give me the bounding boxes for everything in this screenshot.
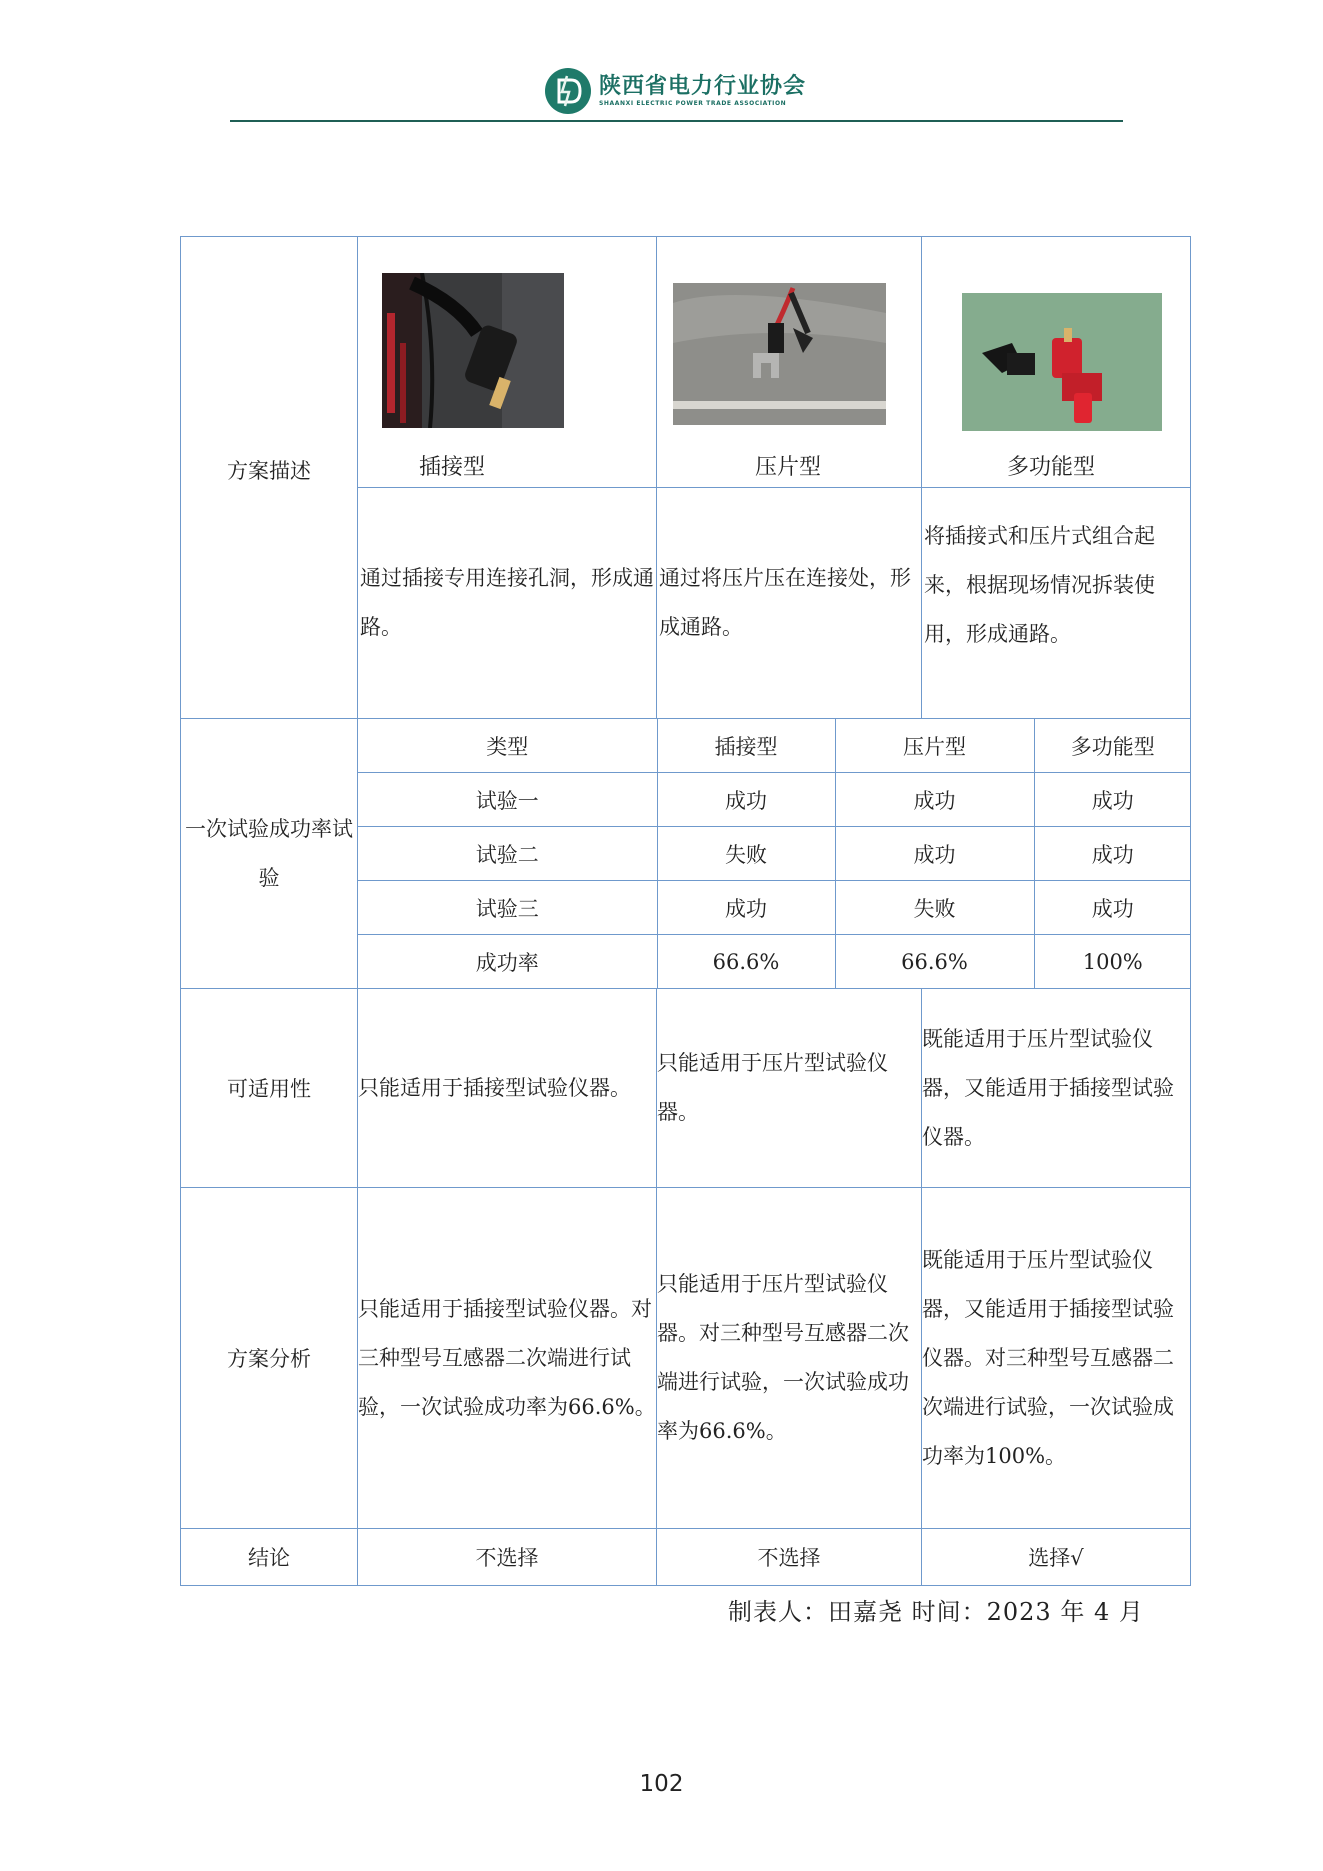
table-cell: 成功 [835,773,1034,827]
table-cell: 失败 [835,881,1034,935]
scheme-desc-multi: 将插接式和压片式组合起来，根据现场情况拆装使用，形成通路。 [924,524,1155,646]
conclusion-label: 结论 [181,1529,358,1586]
association-logo [545,68,806,114]
scheme-desc-label: 方案描述 [181,237,358,719]
table-row [358,773,1191,827]
conclusion-plug: 不选择 [358,1529,657,1586]
scheme-name-multi: 多功能型 [1006,455,1095,480]
org-name-cn: 陕西省电力行业协会 [599,73,807,99]
multifunction-terminal-photo [962,293,1162,431]
page-number: 102 [639,1771,684,1797]
conclusion-row [181,1529,1191,1586]
header-cell: 类型 [358,719,657,773]
scheme-photo-cell [657,237,922,488]
scheme-photo-cell [922,237,1191,488]
success-rate-label: 一次试验成功率试验 [181,719,358,989]
table-cell: 试验一 [358,773,657,827]
table-cell: 成功 [1034,773,1191,827]
conclusion-clamp: 不选择 [657,1529,922,1586]
table-row [358,827,1191,881]
logo-emblem-icon [545,68,591,114]
applicability-label: 可适用性 [181,989,358,1188]
applicability-row [181,989,1191,1188]
page-header [0,0,1323,125]
table-cell: 66.6% [657,935,835,989]
analysis-row [181,1188,1191,1529]
applicability-plug: 只能适用于插接型试验仪器。 [358,989,657,1188]
conclusion-multi: 选择√ [922,1529,1191,1586]
success-rate-header [358,719,1191,773]
table-cell: 成功 [657,881,835,935]
scheme-photo-cell [358,237,657,488]
applicability-clamp: 只能适用于压片型试验仪器。 [657,989,922,1188]
header-cell: 多功能型 [1034,719,1191,773]
scheme-name-plug: 插接型 [418,455,485,480]
table-cell: 成功率 [358,935,657,989]
scheme-comparison-table [180,236,1191,1586]
table-cell: 66.6% [835,935,1034,989]
success-rate-row [181,719,1191,989]
header-divider [230,120,1123,122]
clamp-lug-photo [673,283,886,425]
header-cell: 插接型 [657,719,835,773]
table-cell: 成功 [1034,881,1191,935]
scheme-photo-row [181,237,1191,488]
table-cell: 失败 [657,827,835,881]
analysis-clamp: 只能适用于压片型试验仪器。对三种型号互感器二次端进行试验，一次试验成功率为66.6%。 [657,1188,922,1529]
analysis-label: 方案分析 [181,1188,358,1529]
scheme-name-clamp: 压片型 [754,455,821,480]
scheme-desc-clamp: 通过将压片压在连接处，形成通路。 [659,566,911,639]
table-cell: 成功 [657,773,835,827]
scheme-desc-plug: 通过插接专用连接孔洞，形成通路。 [360,566,654,639]
table-author-note: 制表人：田嘉尧 时间：2023 年 4 月 [728,1598,1144,1626]
table-cell: 100% [1034,935,1191,989]
header-cell: 压片型 [835,719,1034,773]
analysis-multi: 既能适用于压片型试验仪器，又能适用于插接型试验仪器。对三种型号互感器二次端进行试验，一次试验成功率为100%。 [922,1188,1191,1529]
table-row [358,935,1191,989]
table-cell: 成功 [835,827,1034,881]
table-cell: 试验三 [358,881,657,935]
table-cell: 试验二 [358,827,657,881]
success-rate-table [358,719,1191,988]
applicability-multi: 既能适用于压片型试验仪器，又能适用于插接型试验仪器。 [922,989,1191,1188]
table-row [358,881,1191,935]
analysis-plug: 只能适用于插接型试验仪器。对三种型号互感器二次端进行试验，一次试验成功率为66.6%。 [358,1188,657,1529]
plug-connector-photo [382,273,564,428]
org-name-en: SHAANXI ELECTRIC POWER TRADE ASSOCIATION [599,99,787,107]
table-cell: 成功 [1034,827,1191,881]
